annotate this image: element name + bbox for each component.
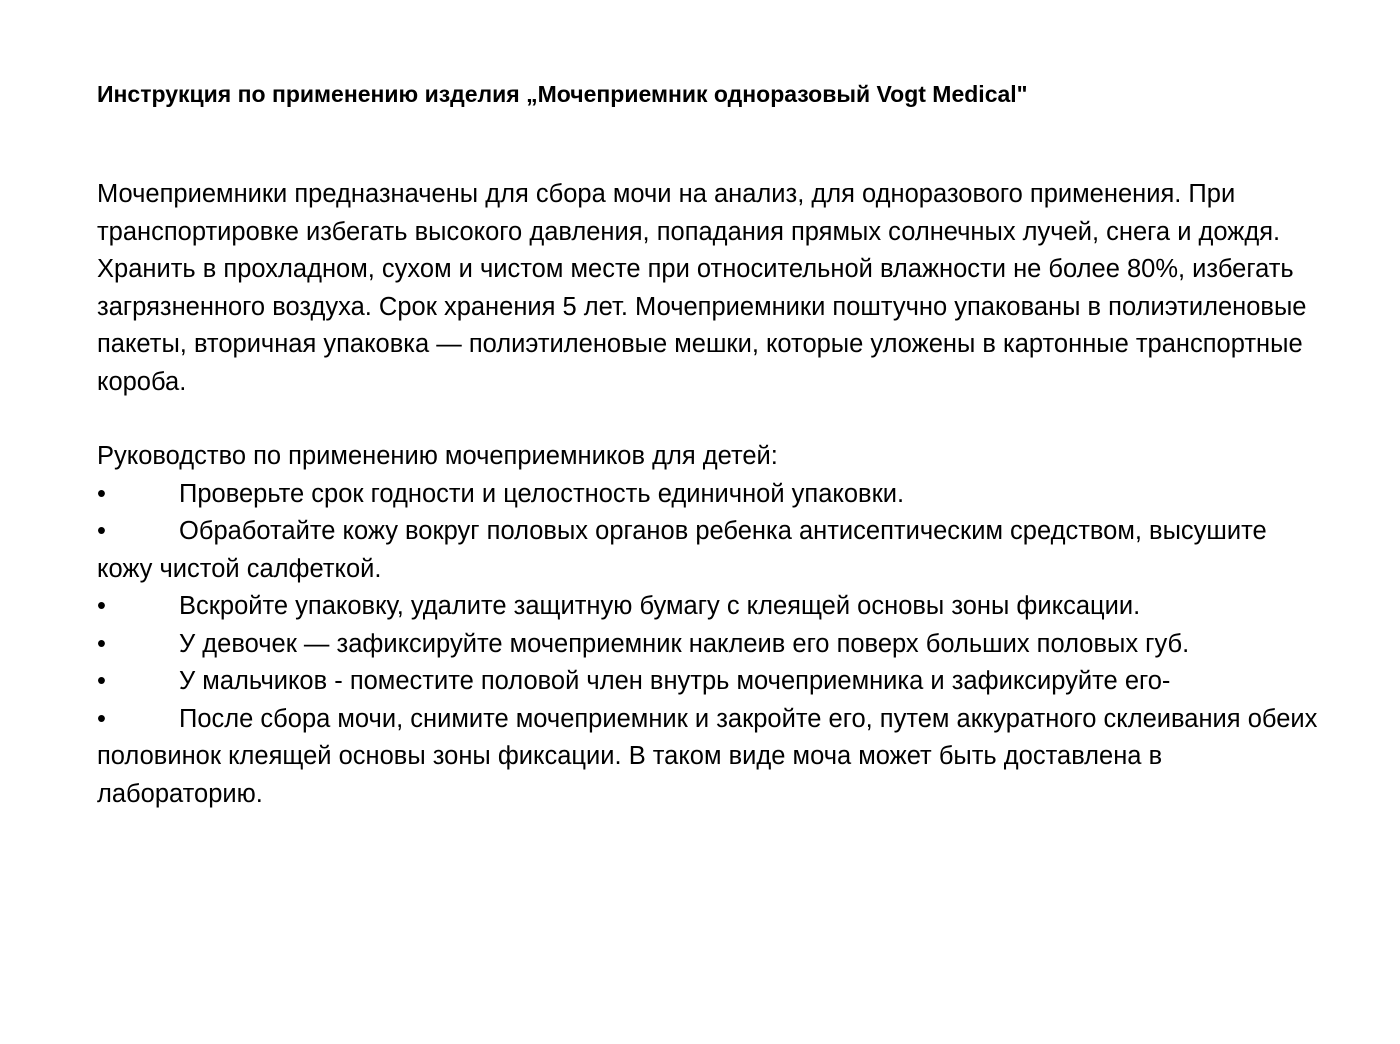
list-item-text: Обработайте кожу вокруг половых органов ребенка антисептическим средством, высушите кожу чистой салфеткой. <box>97 517 1267 583</box>
list-item <box>97 476 1327 514</box>
bullet-icon: • <box>97 479 106 508</box>
list-item <box>97 701 1327 814</box>
guide-heading: Руководство по применению мочеприемников для детей: <box>97 442 778 470</box>
list-item <box>97 588 1327 626</box>
list-item <box>97 663 1327 701</box>
instruction-list <box>97 476 1327 814</box>
list-item-text: У девочек — зафиксируйте мочеприемник наклеив его поверх больших половых губ. <box>179 629 1190 658</box>
document-page <box>97 76 1327 813</box>
list-item-text: Вскройте упаковку, удалите защитную бумагу с клеящей основы зоны фиксации. <box>179 592 1141 620</box>
list-item <box>97 626 1327 664</box>
bullet-icon: • <box>97 629 106 658</box>
list-item-text: Проверьте срок годности и целостность единичной упаковки. <box>179 479 905 508</box>
intro-paragraph: Мочеприемники предназначены для сбора мочи на анализ, для одноразового применения. При транспортировке избегать высокого давления, попадания прямых солнечных лучей, снега и дождя. Хранить в прохладном, сухом и чистом месте при относительной влажности не более 80%, избегать загрязненного воздуха. Срок хранения 5 лет. Мочеприемники поштучно упакованы в полиэтиленовые пакеты, вторичная упаковка — полиэтиленовые мешки, которые уложены в картонные транспортные короба. <box>97 180 1307 396</box>
bullet-icon: • <box>97 667 106 695</box>
bullet-icon: • <box>97 517 106 545</box>
list-item-text: У мальчиков - поместите половой член внутрь мочеприемника и зафиксируйте его- <box>179 667 1171 695</box>
bullet-icon: • <box>97 704 106 733</box>
list-item <box>97 513 1327 588</box>
bullet-icon: • <box>97 592 106 620</box>
document-title: Инструкция по применению изделия „Мочеприемник одноразовый Vogt Medical" <box>97 81 1028 107</box>
list-item-text: После сбора мочи, снимите мочеприемник и закройте его, путем аккуратного склеивания обеих половинок клеящей основы зоны фиксации. В таком виде моча может быть доставлена в лабораторию. <box>97 704 1318 808</box>
